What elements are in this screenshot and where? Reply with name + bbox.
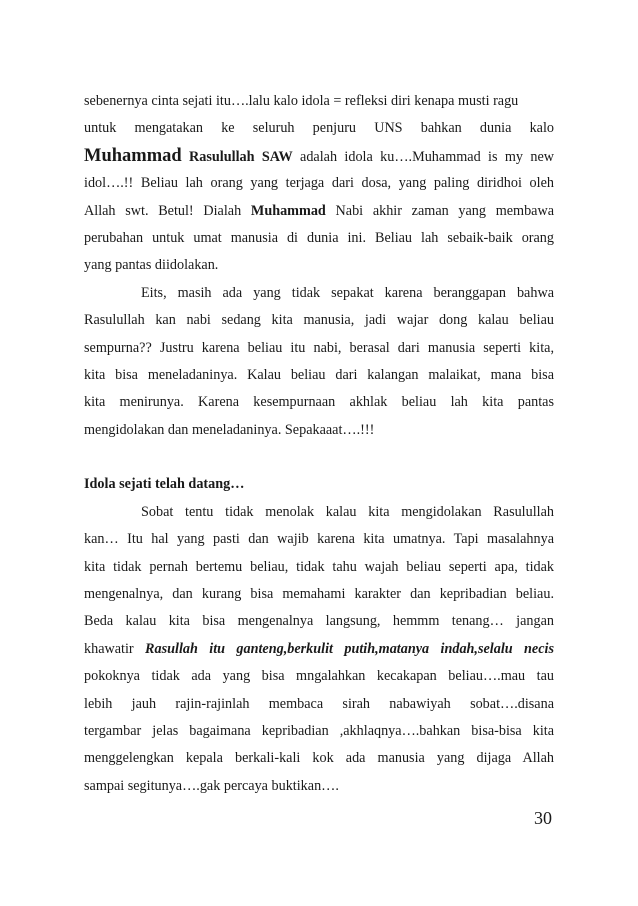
paragraph-spacer [84,444,554,471]
paragraph-1-line-5-text-b: Nabi akhir zaman yang membawa [335,202,555,219]
paragraph-2-line-1: Eits, masih ada yang tidak sepakat karena beranggapan bahwa [141,284,554,301]
paragraph-3-line-10: menggelengkan kepala berkali-kali kok ada manusia yang dijaga Allah [84,750,554,767]
paragraph-3-line-5: Beda kalau kita bisa mengenalnya langsung, hemmm tenang… jangan [84,613,554,630]
paragraph-1-line-2: untuk mengatakan ke seluruh penjuru UNS bahkan dunia kalo [84,120,554,137]
paragraph-1-line-5-text-a: Allah swt. Betul! Dialah [84,202,242,219]
paragraph-2-line-3: sempurna?? Justru karena beliau itu nabi, berasal dari manusia seperti kita, [84,339,554,356]
paragraph-3-line-6 [84,636,554,663]
paragraph-1-line-3-text: adalah idola ku….Muhammad is my new [300,148,555,165]
paragraph-3-line-8: lebih jauh rajin-rajinlah membaca sirah nabawiyah sobat….disana [84,695,554,712]
paragraph-3-line-11: sampai segitunya….gak percaya buktikan…. [84,777,339,794]
page-number: 30 [534,808,552,828]
paragraph-1-line-1: sebenernya cinta sejati itu….lalu kalo idola = refleksi diri kenapa musti ragu [84,93,519,109]
paragraph-1-line-3 [84,143,554,170]
document-page [84,88,554,800]
paragraph-1-line-5 [84,198,554,225]
name-muhammad: Muhammad [84,145,182,166]
paragraph-1-line-4: idol….!! Beliau lah orang yang terjaga dari dosa, yang paling diridhoi oleh [84,175,554,192]
paragraph-2-line-4: kita bisa meneladaninya. Kalau beliau dari kalangan malaikat, mana bisa [84,366,554,383]
paragraph-3-line-2: kan… Itu hal yang pasti dan wajib karena kita umatnya. Tapi masalahnya [84,531,554,548]
name-muhammad-bold: Muhammad [250,202,326,219]
paragraph-2-line-5: kita menirunya. Karena kesempurnaan akhlak beliau lah kita pantas [84,394,554,411]
paragraph-3-line-4: mengenalnya, dan kurang bisa memahami karakter dan kepribadian beliau. [84,586,554,603]
paragraph-2-line-6: mengidolakan dan meneladaninya. Sepakaaat….!!! [84,421,375,438]
paragraph-2-line-2: Rasulullah kan nabi sedang kita manusia, jadi wajar dong kalau beliau [84,312,554,329]
title-rasulullah: Rasulullah SAW [189,148,293,165]
emphasis-text: Rasullah itu ganteng,berkulit putih,matanya indah,selalu necis [145,640,554,657]
paragraph-1-line-7: yang pantas diidolakan. [84,257,219,274]
paragraph-3-line-7: pokoknya tidak ada yang bisa mngalahkan kecakapan beliau….mau tau [84,668,554,685]
paragraph-3-line-1: Sobat tentu tidak menolak kalau kita mengidolakan Rasulullah [141,503,554,520]
paragraph-3-line-9: tergambar jelas bagaimana kepribadian ,akhlaqnya….bahkan bisa-bisa kita [84,722,554,739]
paragraph-1-line-6: perubahan untuk umat manusia di dunia ini. Beliau lah sebaik-baik orang [84,229,554,246]
paragraph-3-line-3: kita tidak pernah bertemu beliau, tidak tahu wajah beliau seperti apa, tidak [84,558,554,575]
section-heading: Idola sejati telah datang… [84,476,245,493]
paragraph-3-line-6-text: khawatir [84,640,134,657]
